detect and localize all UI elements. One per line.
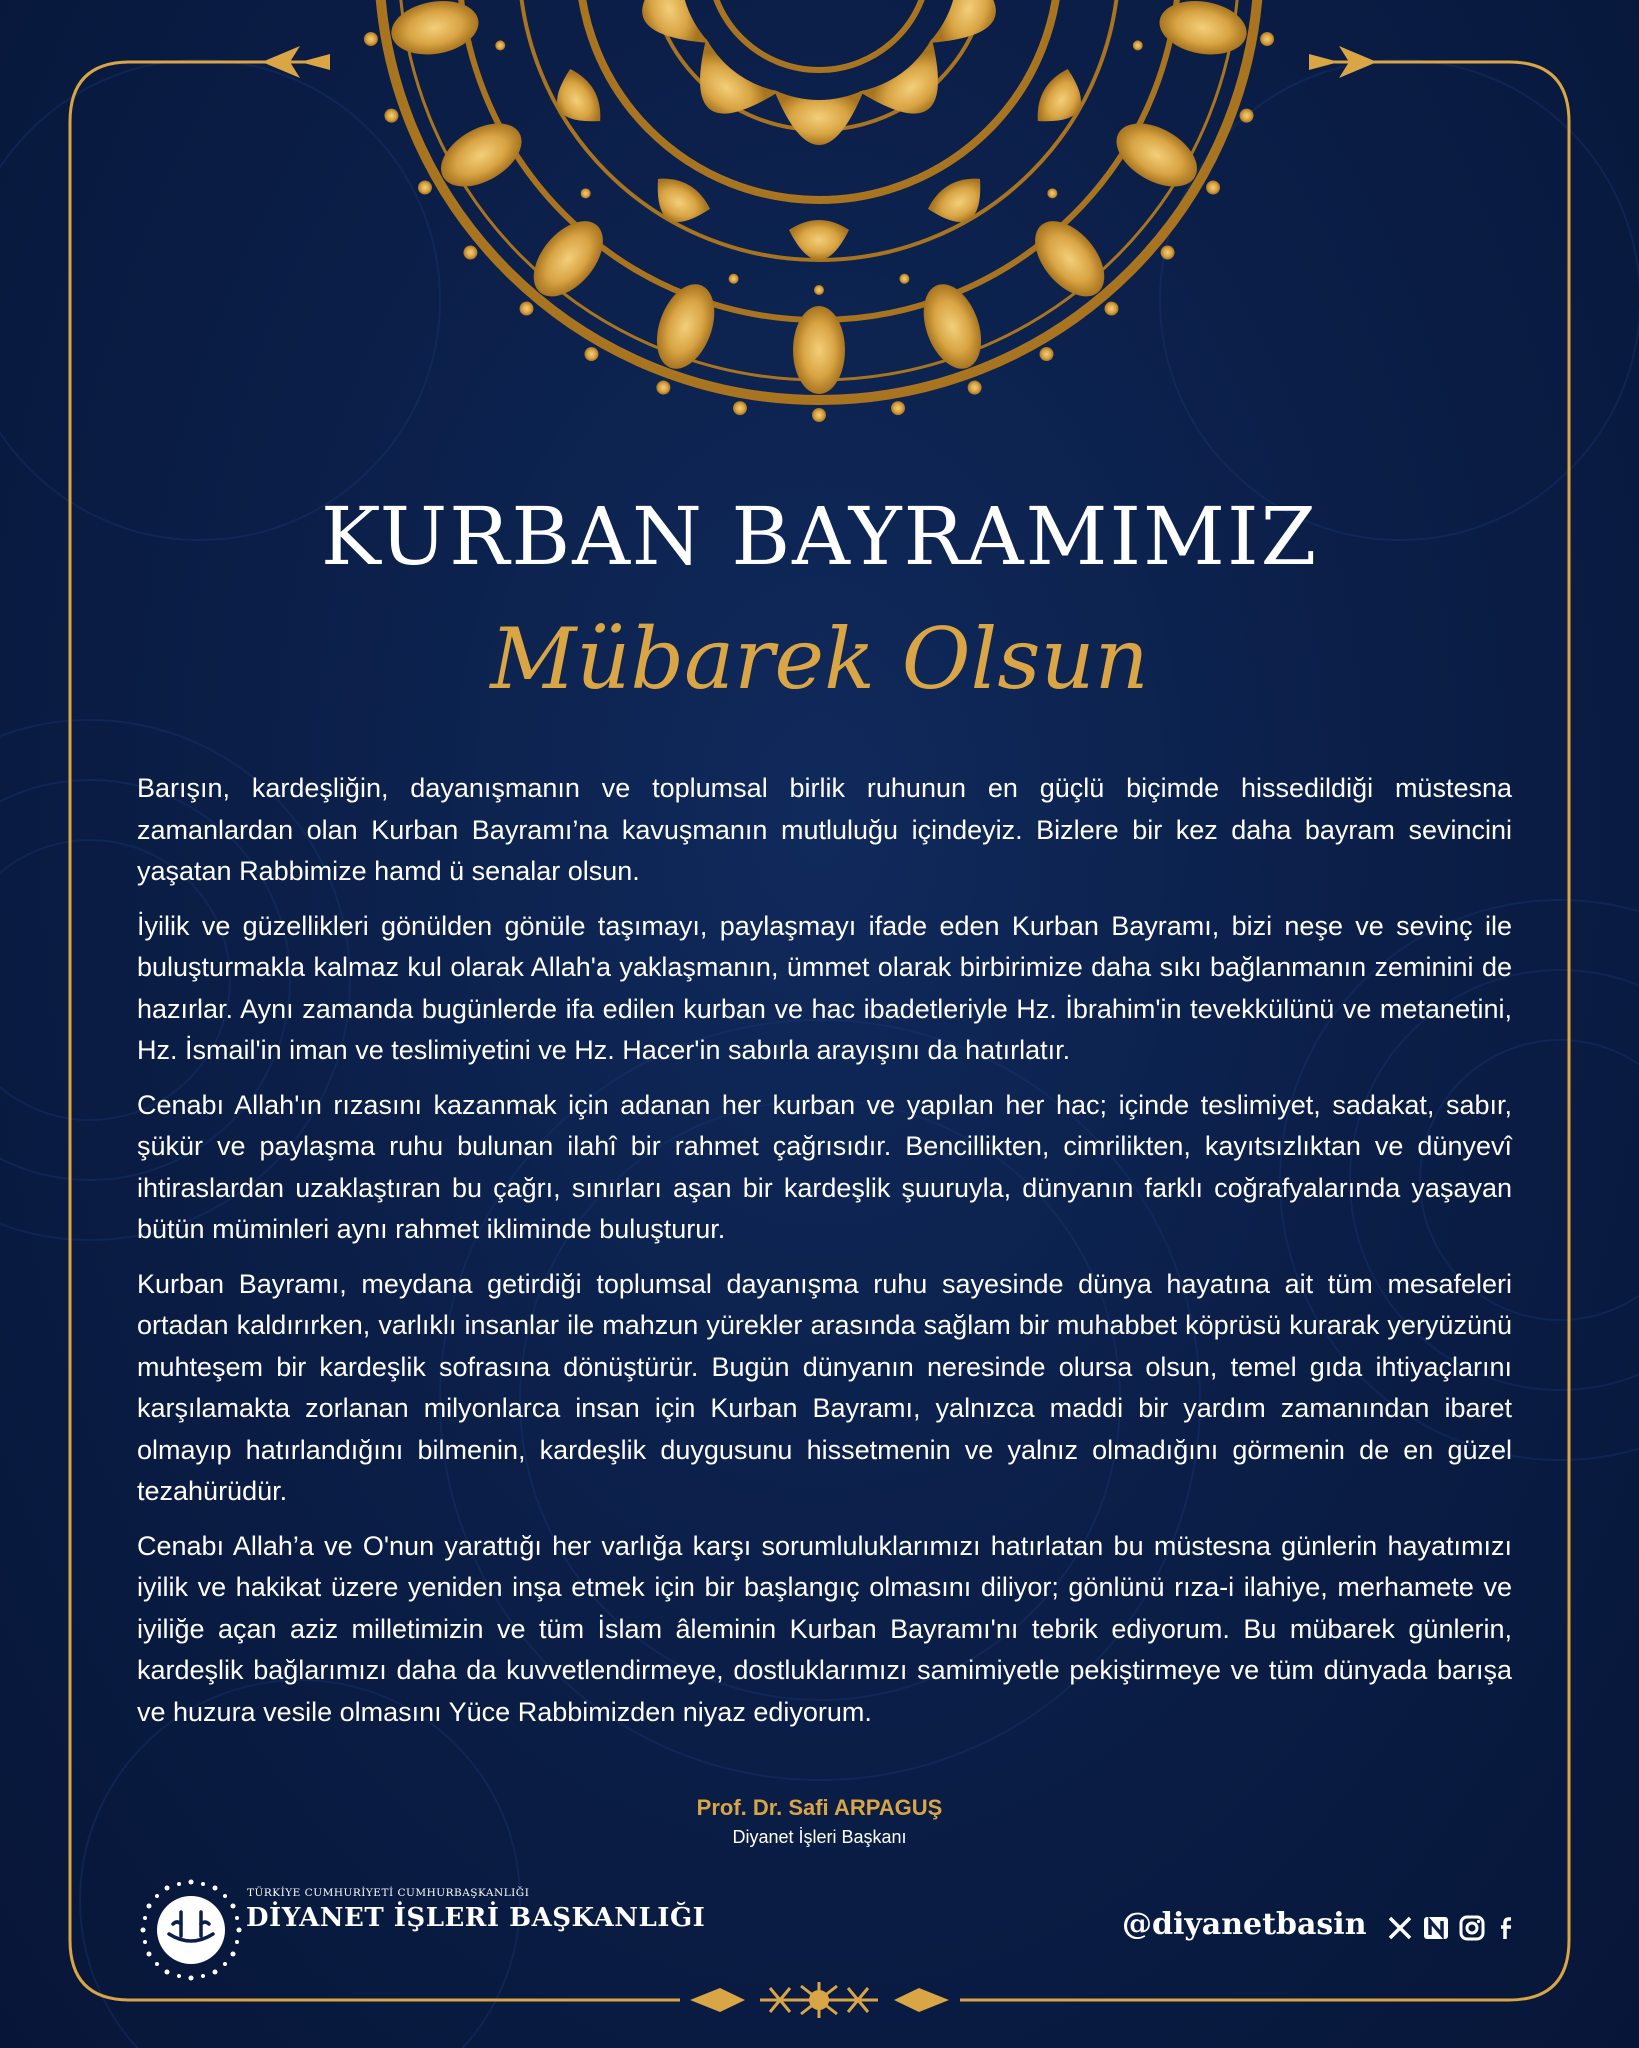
paragraph: Cenabı Allah'ın rızasını kazanmak için adanan her kurban ve yapılan her hac; içinde teslimiyet, sadakat, sabır, şükür ve paylaşma ruhu bulunan ilahî bir rahmet çağrısıdır. Bencillikten, cimrilikten, kayıtsızlıktan ve dünyevî ihtiraslardan uzaklaştıran bu çağrı, sınırları aşan bir kardeşlik şuuruyla, dünyanın farklı coğrafyalarında yaşayan bütün müminleri aynı rahmet ikliminde buluşturur. <box>137 1089 1512 1244</box>
signature-block <box>0 1795 1639 1848</box>
paragraph: Barışın, kardeşliğin, dayanışmanın ve toplumsal birlik ruhunun en güçlü biçimde hissedildiği müstesna zamanlardan olan Kurban Bayramı’na kavuşmanın mutluluğu içindeyiz. Bizlere bir kez daha bayram sevincini yaşatan Rabbimize hamd ü senalar olsun. <box>137 773 1512 886</box>
org-parent-name: TÜRKİYE CUMHURİYETİ CUMHURBAŞKANLIĞI <box>247 1887 530 1899</box>
instagram-icon[interactable] <box>1458 1914 1486 1942</box>
message-body <box>137 768 1512 1746</box>
page-title: KURBAN BAYRAMIMIZ <box>320 490 1319 583</box>
paragraph: Cenabı Allah’a ve O'nun yarattığı her varlığa karşı sorumluluklarımızı hatırlatan bu müstesna günlerin hayatımızı iyilik ve hakikat üzere yeniden inşa etmek için bir başlangıç olmasını diliyor; gönlünü rıza-i ilahiye, merhamete ve iyiliğe açan aziz milletimizin ve tüm İslam âleminin Kurban Bayramı'nı tebrik ediyorum. Bu mübarek günlerin, kardeşlik bağlarımızı daha da kuvvetlendirmeye, dostluklarımızı samimiyetle pekiştirmeye ve tüm dünyada barışa ve huzura vesile olmasını Yüce Rabbimizden niyaz ediyorum. <box>137 1530 1512 1727</box>
mandala-ornament <box>289 0 1349 440</box>
paragraph: İyilik ve güzellikleri gönülden gönüle taşımayı, paylaşmayı ifade eden Kurban Bayramı, bizi neşe ve sevinç ile buluşturmakla kalmaz kul olarak Allah'a yaklaşmanın, ümmet olarak birbirimize daha sıkı bağlanmanın zeminini de hazırlar. Aynı zamanda bugünlerde ifa edilen kurban ve hac ibadetleriyle Hz. İbrahim'in tevekkülünü ve metanetini, Hz. İsmail'in iman ve teslimiyetini ve Hz. Hacer'in sabırla arayışını da hatırlatır. <box>137 910 1512 1065</box>
social-handle[interactable]: @diyanetbasin <box>1122 1907 1367 1942</box>
social-icons <box>1386 1914 1522 1942</box>
page-subtitle: Mübarek Olsun <box>490 610 1149 708</box>
paragraph: Kurban Bayramı, meydana getirdiği toplumsal dayanışma ruhu sayesinde dünya hayatına ait tüm mesafeleri ortadan kaldırırken, varlıklı insanlar ile mahzun yürekler arasında sağlam bir muhabbet köprüsü kurarak yeryüzünü muhteşem bir kardeşlik sofrasına dönüştürür. Bugün dünyanın neresinde olursa olsun, temel gıda ihtiyaçlarını karşılamakta zorlanan milyonlarca insan için Kurban Bayramı, yalnızca maddi bir yardım zamanından ibaret olmayıp hatırlandığını bilmenin, kardeşlik duygusunu hissetmenin ve yalnız olmadığını görmenin de en güzel tezahürüdür. <box>137 1268 1512 1506</box>
x-icon[interactable] <box>1386 1914 1414 1942</box>
diyanet-logo <box>137 1876 245 1984</box>
signature-name: Prof. Dr. Safi ARPAGUŞ <box>696 1795 943 1820</box>
nsosyal-icon[interactable] <box>1422 1914 1450 1942</box>
org-name: DİYANET İŞLERİ BAŞKANLIĞI <box>246 1903 706 1933</box>
signature-title: Diyanet İşleri Başkanı <box>732 1827 907 1847</box>
facebook-icon[interactable] <box>1494 1914 1522 1942</box>
